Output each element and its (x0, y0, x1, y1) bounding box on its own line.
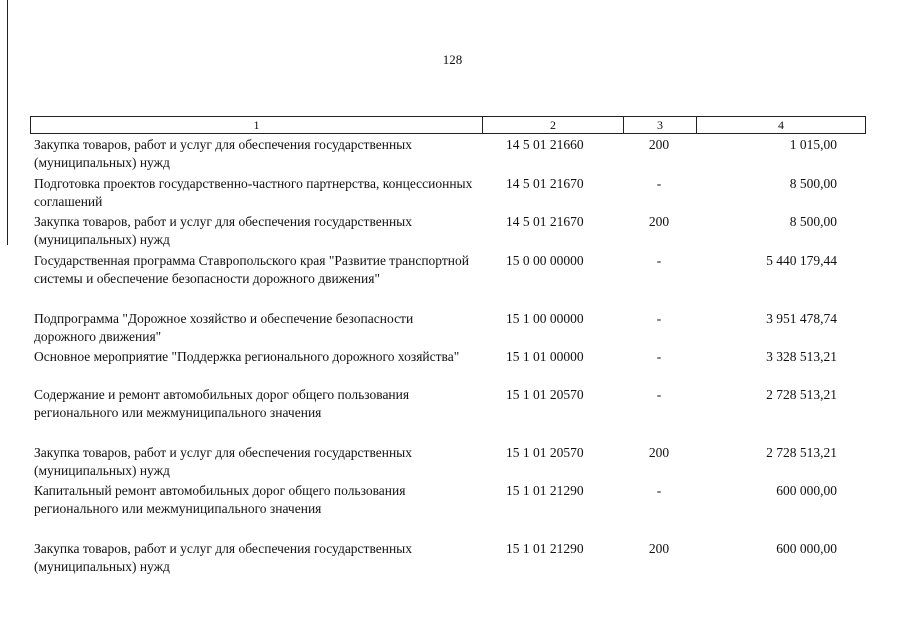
row-amount: 600 000,00 (776, 541, 837, 556)
row-name: Закупка товаров, работ и услуг для обеспечения государственных (муниципальных) нужд (34, 137, 413, 170)
row-name: Закупка товаров, работ и услуг для обеспечения государственных (муниципальных) нужд (34, 541, 413, 574)
page-number: 128 (442, 52, 463, 67)
row-code: 15 1 01 20570 (506, 387, 584, 402)
row-code: 14 5 01 21660 (506, 137, 584, 152)
row-code: 15 1 01 20570 (506, 445, 584, 460)
row-amount: 2 728 513,21 (766, 445, 837, 460)
row-type: - (656, 176, 662, 191)
row-type: 200 (648, 541, 670, 556)
row-name: Государственная программа Ставропольского края "Развитие транспортной системы и обеспечение безопасности дорожного движения" (34, 253, 469, 286)
page-margin-rule (7, 0, 8, 245)
row-amount: 3 951 478,74 (766, 311, 837, 326)
table-header (30, 116, 866, 134)
row-code: 15 0 00 00000 (506, 253, 584, 268)
row-code: 15 1 00 00000 (506, 311, 584, 326)
row-name: Содержание и ремонт автомобильных дорог общего пользования регионального или межмуниципального значения (34, 387, 410, 420)
row-type: 200 (648, 214, 670, 229)
row-type: - (656, 387, 662, 402)
row-name: Закупка товаров, работ и услуг для обеспечения государственных (муниципальных) нужд (34, 445, 413, 478)
row-type: 200 (648, 445, 670, 460)
row-amount: 5 440 179,44 (766, 253, 837, 268)
row-type: - (656, 349, 662, 364)
row-code: 14 5 01 21670 (506, 214, 584, 229)
row-amount: 8 500,00 (789, 176, 837, 191)
row-code: 14 5 01 21670 (506, 176, 584, 191)
row-code: 15 1 01 21290 (506, 483, 584, 498)
row-type: - (656, 483, 662, 498)
row-name: Подготовка проектов государственно-частного партнерства, концессионных соглашений (34, 176, 473, 209)
row-code: 15 1 01 00000 (506, 349, 584, 364)
row-amount: 2 728 513,21 (766, 387, 837, 402)
row-amount: 8 500,00 (789, 214, 837, 229)
row-amount: 1 015,00 (789, 137, 837, 152)
row-type: - (656, 253, 662, 268)
row-name: Подпрограмма "Дорожное хозяйство и обеспечение безопасности дорожного движения" (34, 311, 414, 344)
row-type: - (656, 311, 662, 326)
row-name: Капитальный ремонт автомобильных дорог общего пользования регионального или межмуниципального значения (34, 483, 406, 516)
row-amount: 600 000,00 (776, 483, 837, 498)
row-type: 200 (648, 137, 670, 152)
header-col-1: 1 (31, 117, 483, 133)
header-col-2: 2 (483, 117, 624, 133)
row-name: Основное мероприятие "Поддержка регионального дорожного хозяйства" (34, 349, 460, 364)
row-amount: 3 328 513,21 (766, 349, 837, 364)
row-code: 15 1 01 21290 (506, 541, 584, 556)
row-name: Закупка товаров, работ и услуг для обеспечения государственных (муниципальных) нужд (34, 214, 413, 247)
header-col-4: 4 (778, 118, 784, 132)
header-col-3: 3 (624, 117, 697, 133)
